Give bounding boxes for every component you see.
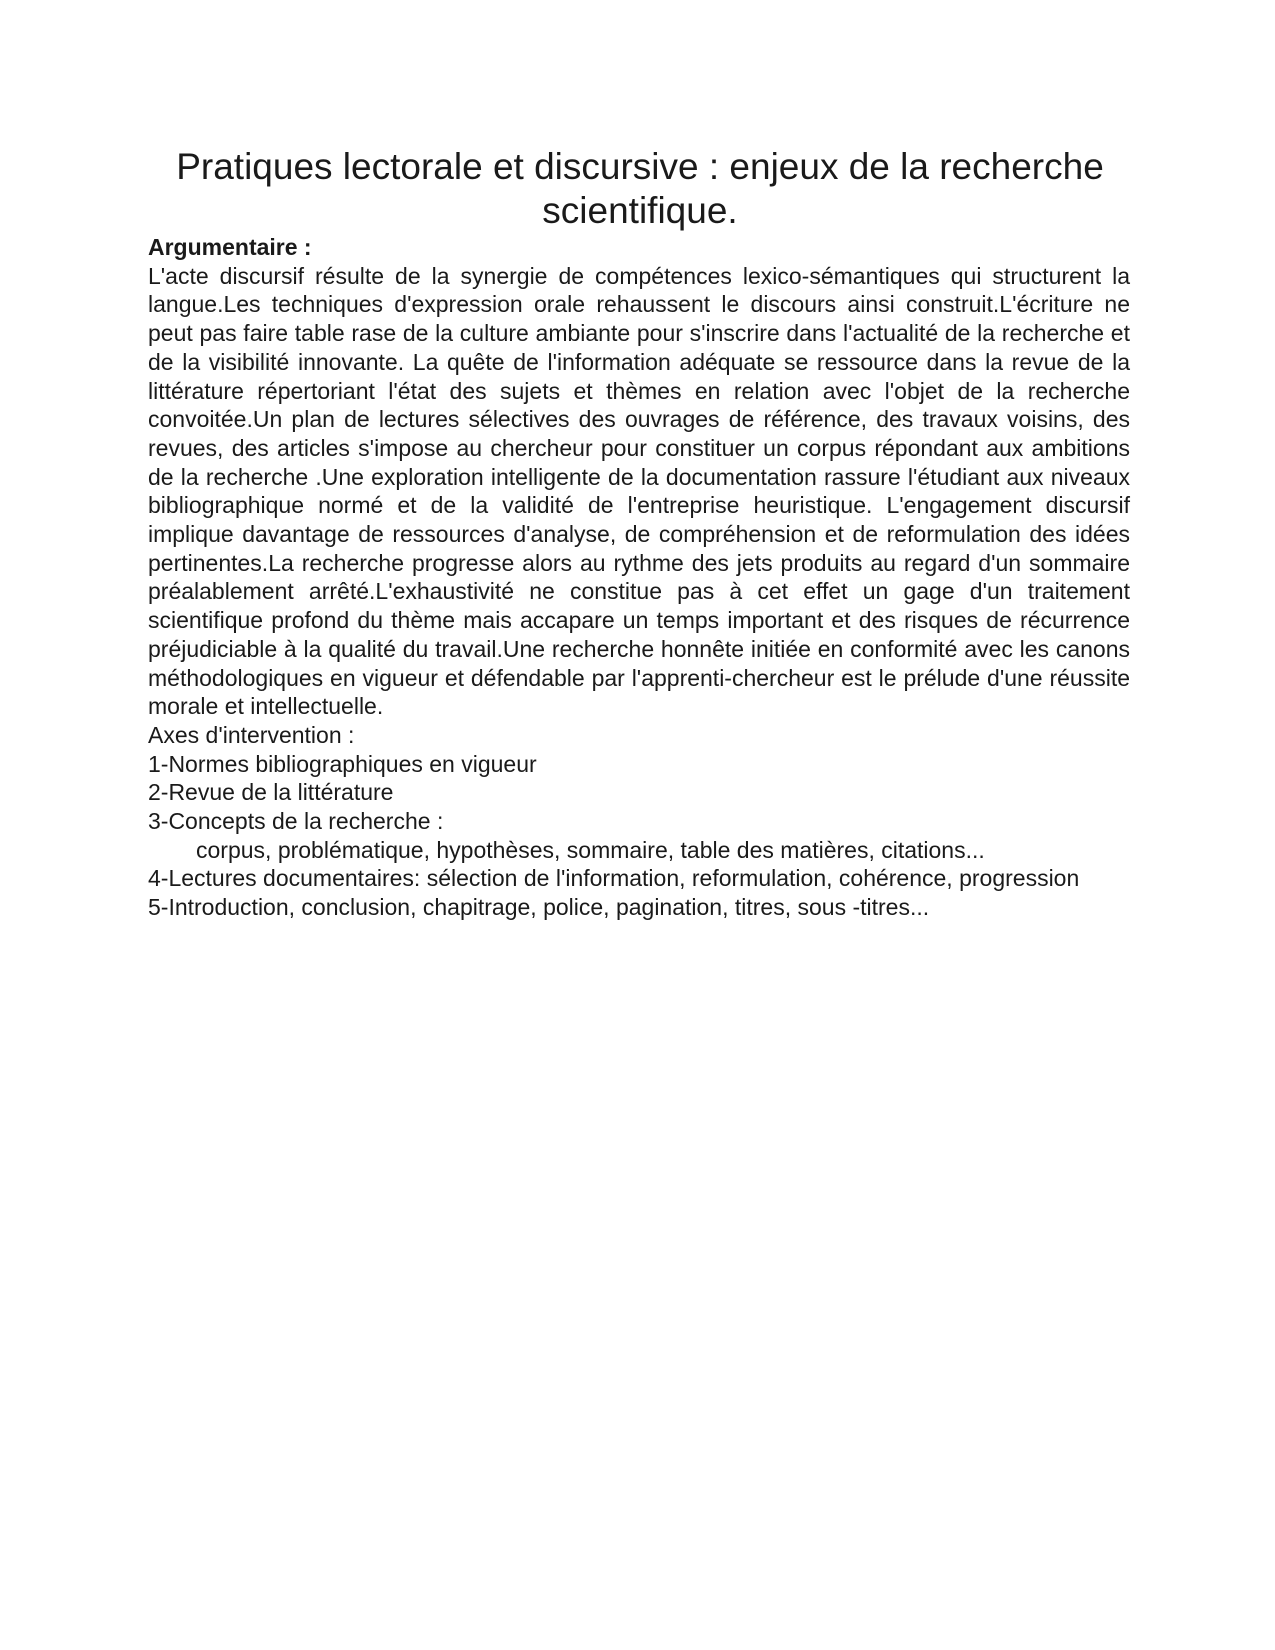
document-content xyxy=(148,233,1130,922)
document-title: Pratiques lectorale et discursive : enjeux de la recherche scientifique. xyxy=(176,146,1104,231)
argument-paragraph: L'acte discursif résulte de la synergie de compétences lexico-sémantiques qui structurent la langue.Les techniques d'expression orale rehaussent le discours ainsi construit.L'écriture ne peut pas faire table rase de la culture ambiante pour s'inscrire dans l'actualité de la recherche et de la visibilité innovante. La quête de l'information adéquate se ressource dans la revue de la littérature répertoriant l'état des sujets et thèmes en relation avec l'objet de la recherche convoitée.Un plan de lectures sélectives des ouvrages de référence, des travaux voisins, des revues, des articles s'impose au chercheur pour constituer un corpus répondant aux ambitions de la recherche .Une exploration intelligente de la documentation rassure l'étudiant aux niveaux bibliographique normé et de la validité de l'entreprise heuristique. L'engagement discursif implique davantage de ressources d'analyse, de compréhension et de reformulation des idées pertinentes.La recherche progresse alors au rythme des jets produits au regard d'un sommaire préalablement arrêté.L'exhaustivité ne constitue pas à cet effet un gage d'un traitement scientifique profond du thème mais accapare un temps important et des risques de récurrence préjudiciable à la qualité du travail.Une recherche honnête initiée en conformité avec les canons méthodologiques en vigueur et défendable par l'apprenti-chercheur est le prélude d'une réussite morale et intellectuelle. xyxy=(148,262,1130,720)
axis-item-3-detail: corpus, problématique, hypothèses, sommaire, table des matières, citations... xyxy=(196,836,985,863)
axis-item-1: 1-Normes bibliographiques en vigueur xyxy=(148,750,537,777)
axes-heading: Axes d'intervention : xyxy=(148,721,355,748)
axis-item-3: 3-Concepts de la recherche : xyxy=(148,808,444,835)
argument-heading: Argumentaire : xyxy=(148,234,312,260)
axis-item-4: 4-Lectures documentaires: sélection de l'information, reformulation, cohérence, progression xyxy=(148,865,1080,892)
axis-item-2: 2-Revue de la littérature xyxy=(148,779,394,806)
axis-item-5: 5-Introduction, conclusion, chapitrage, police, pagination, titres, sous -titres... xyxy=(148,894,930,921)
